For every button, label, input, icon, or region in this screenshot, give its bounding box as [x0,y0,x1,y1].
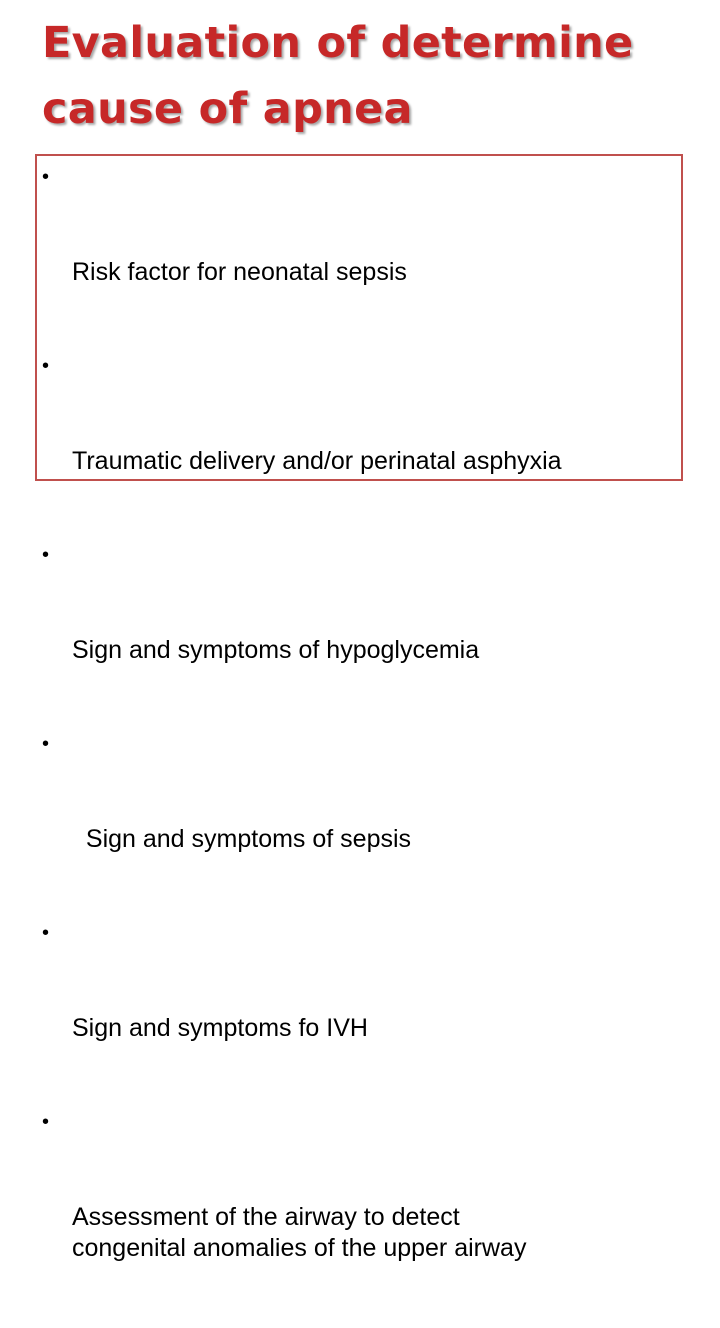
bullet-point-icon: • [42,544,50,566]
bullet-point-icon: • [42,166,50,188]
list-item [37,162,681,351]
bullet-text: Sign and symptoms fo IVH [72,1013,368,1042]
list-item [37,351,681,540]
content-box [35,154,683,1262]
title-line-1: Evaluation of determine [42,18,634,68]
bullet-point-icon: • [42,1111,50,1133]
list-item [37,1107,681,1328]
bullet-point-icon: • [42,922,50,944]
bullet-text: Sign and symptoms of sepsis [72,824,412,853]
bullet-list [37,162,681,1328]
bullet-text: Assessment of the airway to detect congenital anomalies of the upper airway [72,1202,527,1262]
list-item [37,540,681,729]
slide-title [42,10,682,142]
bullet-text: Traumatic delivery and/or perinatal asphyxia [72,446,562,475]
bullet-point-icon: • [42,733,50,755]
title-line-2: cause of apnea [42,84,413,134]
list-item [37,729,681,918]
bullet-text: Risk factor for neonatal sepsis [72,257,407,286]
bullet-text: Sign and symptoms of hypoglycemia [72,635,480,664]
bullet-point-icon: • [42,355,50,377]
list-item [37,918,681,1107]
